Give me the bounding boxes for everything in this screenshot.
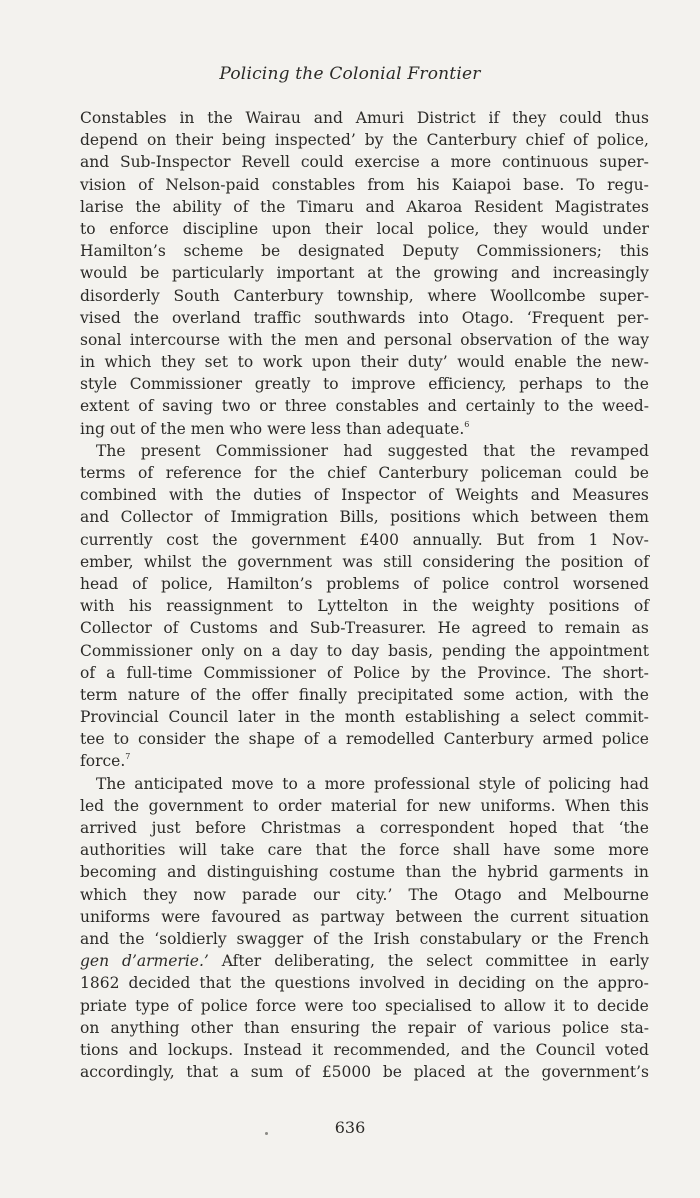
- text-line: extent of saving two or three constables and certainly to the weed-: [80, 397, 649, 416]
- text-line: Provincial Council later in the month establishing a select commit-: [80, 708, 649, 727]
- text-line: arrived just before Christmas a correspondent hoped that ‘the: [80, 819, 649, 837]
- text-line: combined with the duties of Inspector of Weights and Measures: [80, 486, 649, 505]
- text-line: tee to consider the shape of a remodelled Canterbury armed police: [80, 730, 649, 749]
- text-line: of a full-time Commissioner of Police by the Province. The short-: [80, 663, 649, 682]
- text-line: on anything other than ensuring the repair of various police sta-: [80, 1018, 649, 1037]
- text-line: and Collector of Immigration Bills, positions which between them: [80, 508, 649, 527]
- text-line: style Commissioner greatly to improve efficiency, perhaps to the: [80, 375, 649, 394]
- text-line: Hamilton’s scheme be designated Deputy Commissioners; this: [80, 242, 649, 261]
- text-line: gen d’armerie.’ After deliberating, the select committee in early: [80, 952, 649, 971]
- footnote-ref: 6: [464, 419, 470, 429]
- text-line: force.$^7$: [80, 752, 131, 771]
- text-line: terms of reference for the chief Canterbury policeman could be: [80, 464, 649, 482]
- text-line: ember, whilst the government was still considering the position of: [80, 552, 649, 571]
- text-line: in which they set to work upon their duty’ would enable the new-: [80, 353, 649, 372]
- text-line: currently cost the government £400 annually. But from 1 Nov-: [80, 530, 649, 549]
- text-line: The anticipated move to a more professional style of policing had: [96, 774, 649, 793]
- text-line: authorities will take care that the force shall have some more: [80, 841, 649, 860]
- text-line: and Sub-Inspector Revell could exercise a more continuous super-: [80, 153, 649, 172]
- text-line: priate type of police force were too specialised to allow it to decide: [80, 996, 649, 1015]
- text-line: vision of Nelson-paid constables from his Kaiapoi base. To regu-: [80, 175, 649, 194]
- text-line: ing out of the men who were less than adequate.$^6$: [80, 419, 470, 438]
- footnote-ref: 7: [125, 752, 131, 762]
- text-line: vised the overland traffic southwards into Otago. ‘Frequent per-: [80, 308, 649, 327]
- text-line: disorderly South Canterbury township, where Woollcombe super-: [80, 286, 649, 305]
- text-line: head of police, Hamilton’s problems of police control worsened: [80, 574, 649, 593]
- text-line: which they now parade our city.’ The Otago and Melbourne: [80, 885, 649, 904]
- text-line: sonal intercourse with the men and personal observation of the way: [80, 330, 649, 349]
- page-number: 636: [334, 1118, 366, 1137]
- text-line: The present Commissioner had suggested that the revamped: [96, 441, 649, 460]
- text-line: larise the ability of the Timaru and Akaroa Resident Magistrates: [80, 197, 649, 216]
- text-line: tions and lockups. Instead it recommended, and the Council voted: [80, 1040, 649, 1059]
- text-line: Commissioner only on a day to day basis, pending the appointment: [80, 641, 649, 660]
- body-text: [80, 107, 649, 1083]
- text-line: to enforce discipline upon their local police, they would under: [80, 219, 649, 238]
- text-line: 1862 decided that the questions involved in deciding on the appro-: [80, 974, 649, 993]
- text-line: Constables in the Wairau and Amuri District if they could thus: [80, 109, 649, 127]
- text-line: becoming and distinguishing costume than the hybrid garments in: [80, 863, 649, 882]
- text-line: term nature of the offer finally precipitated some action, with the: [80, 685, 649, 704]
- text-line: uniforms were favoured as partway between the current situation: [80, 907, 649, 926]
- text-line: accordingly, that a sum of £5000 be placed at the government’s: [80, 1063, 649, 1082]
- text-line: Collector of Customs and Sub-Treasurer. He agreed to remain as: [80, 619, 649, 638]
- text-line: with his reassignment to Lyttelton in the weighty positions of: [80, 597, 649, 616]
- text-line: led the government to order material for new uniforms. When this: [80, 796, 649, 815]
- text-line: and the ‘soldierly swagger of the Irish constabulary or the French: [80, 929, 649, 948]
- running-head: Policing the Colonial Frontier: [219, 64, 481, 84]
- text-line: would be particularly important at the growing and increasingly: [80, 264, 649, 283]
- text-line: depend on their being inspected’ by the Canterbury chief of police,: [80, 131, 649, 150]
